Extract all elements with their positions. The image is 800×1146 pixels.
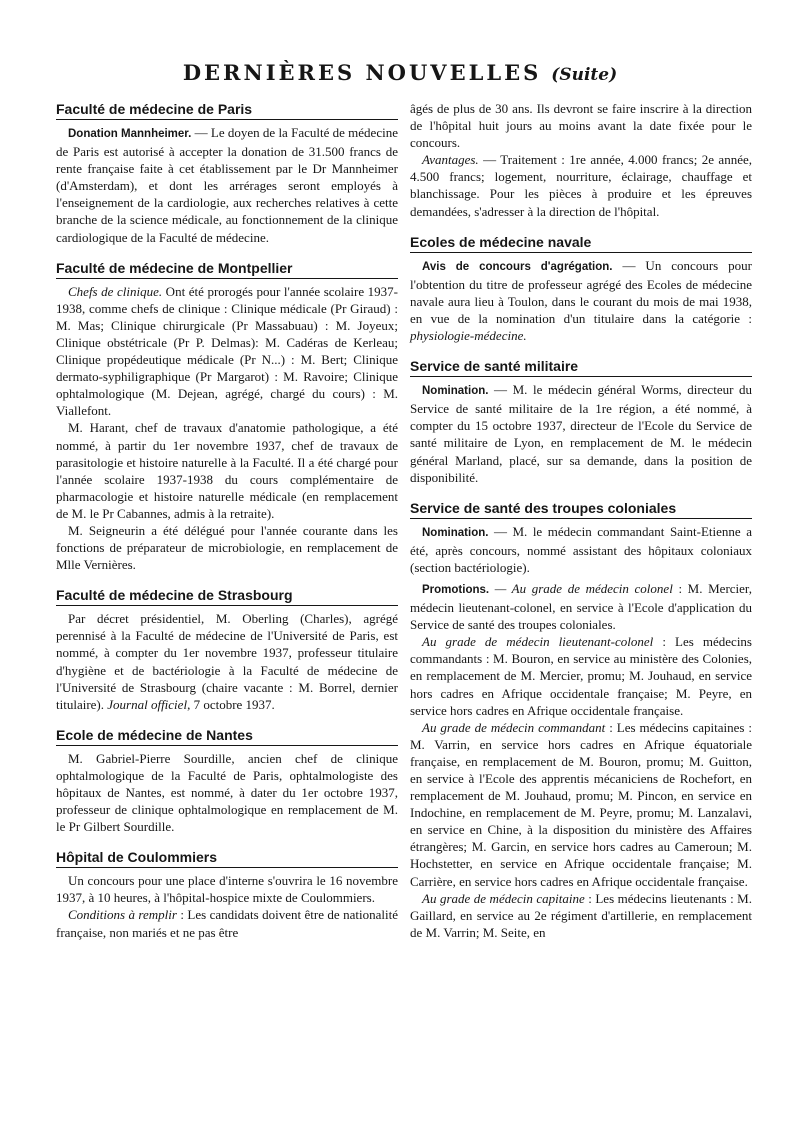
section-heading: Ecole de médecine de Nantes xyxy=(56,726,398,746)
paragraph xyxy=(410,580,752,633)
paragraph-text: : Les médecins commandants : M. Bouron, en service au ministère des Colonies, en remplacement de M. Mercier, promu; M. Jouhaud, en service hors cadres en Afrique occidentale française; M. Peyre, en service hors cadres en Afrique occidentale française. xyxy=(410,634,752,718)
paragraph-lead: Donation Mannheimer. xyxy=(68,128,192,140)
paragraph-italic: Conditions à remplir xyxy=(68,907,177,923)
left-column xyxy=(56,100,398,954)
section-heading: Faculté de médecine de Paris xyxy=(56,100,398,120)
section-militaire xyxy=(410,357,752,486)
section-coloniales xyxy=(410,499,752,941)
section-nantes xyxy=(56,726,398,835)
paragraph-text: — Traitement : 1re année, 4.000 francs; 2e année, 4.500 francs; logement, nourriture, éclairage, chauffage et blanchissage. Pour les pièces à produire et les épreuves demandées, s'adresser à la direction de l'hôpital. xyxy=(410,152,752,219)
paragraph-text: : Les médecins capitaines : M. Varrin, en service hors cadres en Afrique équatoriale française, en remplacement de M. Bouron, promu; M. Guitton, en service à l'Ecole des apprentis mécaniciens de Rochefort, en remplacement de M. Jouhaud, promu; M. Pincon, en service en Indochine, en remplacement de M. Peyre, promu; M. Lanzalavi, en service en Chine, à la disposition du ministère des Affaires étrangères; M. Garcin, en service hors cadres au Cameroun; M. Hochstetter, en service en Afrique occidentale française; M. Carrière, en service hors cadres en Afrique occidentale française. xyxy=(410,719,753,889)
paragraph-lead: Promotions. xyxy=(422,583,490,596)
paragraph-lead: Nomination. xyxy=(422,385,489,398)
paragraph-text: — Le doyen de la Faculté de médecine de Paris est autorisé à accepter la donation de 31.500 francs de rente française faite à cet établissement par le Dr Mannheimer (d'Amsterdam), et dont les arrérages seront employés à l'enseignement de la cardiologie, aux recherches relatives à cette branche de la science médicale, au fonctionnement de la clinique cardiologique de la Faculté de médecine. xyxy=(56,125,398,245)
paragraph-text: : Les médecins lieutenants : M. Gaillard, en service au 2e régiment d'artillerie, en remplacement de M. Varrin; M. Seite, en xyxy=(410,890,752,940)
paragraph xyxy=(410,633,752,718)
paragraph: M. Gabriel-Pierre Sourdille, ancien chef de clinique ophtalmologique de la Faculté de Paris, ophtalmologiste des hôpitaux de Nantes, est nommé, à dater du 1er octobre 1937, professeur de clinique ophtalmologique en remplacement de M. le Pr Gilbert Sourdille. xyxy=(56,750,398,835)
paragraph xyxy=(56,283,398,420)
paragraph xyxy=(56,906,398,940)
paragraph xyxy=(56,124,398,246)
section-paris xyxy=(56,100,398,246)
section-navale xyxy=(410,233,752,344)
page-title-suite: (Suite) xyxy=(551,65,618,85)
paragraph-text: : Les candidats doivent être de nationalité française, non mariés et ne pas être xyxy=(56,907,398,940)
paragraph-text: — M. le médecin commandant Saint-Etienne a été, après concours, nommé assistant des hôpitaux coloniaux (section bactériologie). xyxy=(410,523,752,575)
paragraph xyxy=(410,151,752,219)
paragraph xyxy=(56,610,398,713)
section-montpellier xyxy=(56,259,398,574)
paragraph xyxy=(410,719,752,890)
journal-date: , 7 octobre 1937. xyxy=(187,696,275,712)
paragraph-italic: — Au grade de médecin colonel xyxy=(489,580,673,596)
paragraph: M. Harant, chef de travaux d'anatomie pathologique, a été nommé, à partir du 1er novembre 1937, chef de travaux de parasitologie et histoire naturelle à la Faculté. Il a été chargé pour l'année scolaire 1937-1938 du cours complémentaire de pharmacologie et histoire naturelle médicale (en remplacement de M. le Pr Cabannes, admis à la retraite). xyxy=(56,420,398,521)
paragraph-italic: Au grade de médecin commandant xyxy=(422,719,606,735)
section-strasbourg xyxy=(56,586,398,713)
paragraph xyxy=(410,890,752,941)
right-column xyxy=(410,100,752,954)
paragraph: M. Seigneurin a été délégué pour l'année courante dans les fonctions de préparateur de microbiologie, en remplacement de Mlle Vernières. xyxy=(56,522,398,573)
paragraph-italic: Chefs de clinique. xyxy=(68,283,163,299)
paragraph-italic: physiologie-médecine. xyxy=(410,328,527,344)
section-heading: Service de santé militaire xyxy=(410,357,752,377)
paragraph-text: : M. Mercier, médecin lieutenant-colonel, en service à l'Ecole d'application du Service de santé des troupes coloniales. xyxy=(410,580,752,633)
journal-officiel: Journal officiel xyxy=(107,696,188,712)
paragraph-text: — M. le médecin général Worms, directeur du Service de santé militaire de la 1re région, a été nommé, à compter du 15 octobre 1937, directeur de l'Ecole du Service de santé militaire de Lyon, en remplacement de M. le médecin général Marland, placé, sur sa demande, dans la position de disponibilité. xyxy=(410,382,752,485)
page-title xyxy=(0,60,800,85)
paragraph-text: Par décret présidentiel, M. Oberling (Charles), agrégé perennisé à la Faculté de médecine de l'Université de Paris, est nommé, à compter du 1er novembre 1937, professeur titulaire d'hygiène et de bactériologie à la Faculté de médecine de l'Université de Strasbourg (chaire vacante : M. Borrel, dernier titulaire). xyxy=(56,611,398,712)
paragraph-text: — Un concours pour l'obtention du titre de professeur agrégé des Ecoles de médecine navale aura lieu à Toulon, dans le courant du mois de mai 1938, en vue de la nomination d'un titulaire dans la catégorie : xyxy=(410,257,753,326)
paragraph: âgés de plus de 30 ans. Ils devront se faire inscrire à la direction de l'hôpital huit jours au moins avant la date fixée pour le concours. xyxy=(410,101,752,151)
paragraph-italic: Au grade de médecin lieutenant-colonel xyxy=(422,634,654,650)
section-heading: Service de santé des troupes coloniales xyxy=(410,499,752,519)
paragraph-text: Ont été prorogés pour l'année scolaire 1937-1938, comme chefs de clinique : Clinique médicale (Pr Giraud) : M. Mas; Clinique chirurgicale (Pr Massabuau) : M. Joyeux; Clinique obstétricale (Pr P. Delmas): M. Cadéras de Kerleau; Clinique propédeutique médicale (Pr N...) : M. Bert; Clinique dermato-syphiligraphique (Pr Margarot) : M. Ravoire; Clinique ophtalmologique (M. Dejean, agrégé, chargé du cours) : M. Viallefont. xyxy=(56,283,398,419)
section-heading: Ecoles de médecine navale xyxy=(410,233,752,253)
section-coulommiers-continued xyxy=(410,100,752,220)
paragraph xyxy=(410,257,752,344)
paragraph-italic: Au grade de médecin capitaine xyxy=(422,890,585,906)
page-title-text: DERNIÈRES NOUVELLES xyxy=(182,60,542,85)
section-heading: Hôpital de Coulommiers xyxy=(56,848,398,868)
paragraph-italic: Avantages. xyxy=(422,152,479,168)
paragraph xyxy=(410,381,752,486)
section-coulommiers xyxy=(56,848,398,940)
paragraph-lead: Avis de concours d'agrégation. xyxy=(422,260,613,273)
section-heading: Faculté de médecine de Montpellier xyxy=(56,259,398,279)
paragraph-lead: Nomination. xyxy=(422,526,489,539)
paragraph xyxy=(410,523,752,576)
paragraph: Un concours pour une place d'interne s'ouvrira le 16 novembre 1937, à 10 heures, à l'hôpital-hospice mixte de Coulommiers. xyxy=(56,873,398,906)
section-heading: Faculté de médecine de Strasbourg xyxy=(56,586,398,606)
